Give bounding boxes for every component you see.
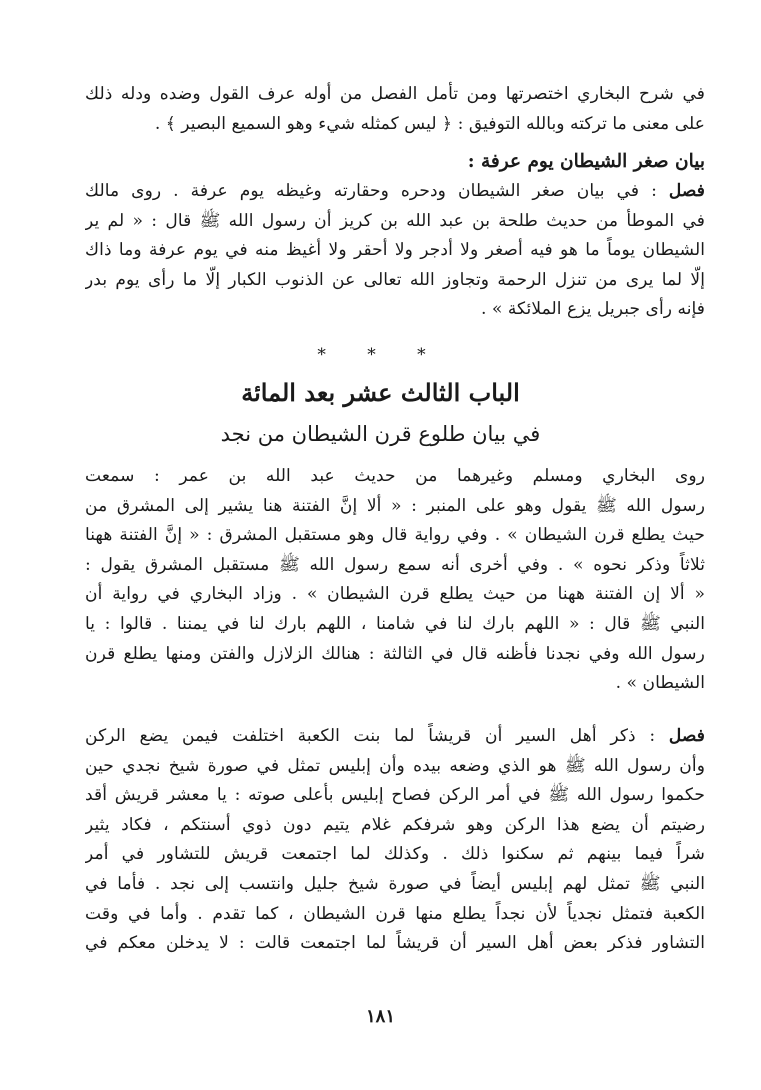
text-line: روى البخاري ومسلم وغيرهما من حديث عبد الله بن عمر : سمعت <box>85 466 705 486</box>
text-line: التشاور فذكر بعض أهل السير أن قريشاً لما اجتمعت قالت : لا يدخلن معكم في <box>85 933 705 954</box>
text-span: : ذكر أهل السير أن قريشاً لما بنت الكعبة اختلفت فيمن يضع الركن <box>85 726 656 746</box>
text-line: في الموطأ من حديث طلحة بن عبد الله بن كريز أن رسول الله ﷺ قال : « لم ير <box>85 210 705 231</box>
text-line: حيث يطلع قرن الشيطان » . وفي رواية قال وهو مستقبل المشرق : « إنَّ الفتنة ههنا <box>85 525 705 546</box>
text-line: ثلاثاً وذكر نحوه » . وفي أخرى أنه سمع رسول الله ﷺ مستقبل المشرق يقول : <box>85 554 705 575</box>
text-line: « ألا إن الفتنة ههنا من حيث يطلع قرن الشيطان » . وزاد البخاري في رواية أن <box>85 584 705 605</box>
fasl-paragraph-2 <box>85 722 705 959</box>
text-line: النبي ﷺ قال : « اللهم بارك لنا في شامنا ، اللهم بارك لنا في يمننا . قالوا : يا <box>85 613 705 634</box>
text-line: وأن رسول الله ﷺ هو الذي وضعه بيده وأن إبليس تمثل في صورة شيخ نجدي حين <box>85 755 705 776</box>
fasl-label: فصل <box>668 181 705 201</box>
text-line: على معنى ما تركته وبالله التوفيق : ﴿ ليس كمثله شيء وهو السميع البصير ﴾ . <box>154 113 705 134</box>
text-line: الشيطان يوماً ما هو فيه أصغر ولا أدجر ولا أحقر ولا أغيظ منه في يوم عرفة وما ذاك <box>85 240 705 261</box>
text-line <box>85 177 705 207</box>
separator-stars: * * * <box>317 345 444 365</box>
page-number: ١٨١ <box>365 1006 395 1027</box>
text-span: : في بيان صغر الشيطان ودحره وحقارته وغيظه يوم عرفة . روى مالك <box>85 181 657 201</box>
text-line: رضيتم أن يضع هذا الركن وهو شرفكم غلام يتيم دون ذوي أسنتكم ، فكاد يثير <box>85 814 705 835</box>
text-line: في شرح البخاري اختصرتها ومن تأمل الفصل من أوله عرف القول وضده ودله ذلك <box>85 84 705 104</box>
fasl-label: فصل <box>668 726 705 746</box>
intro-paragraph <box>85 80 705 139</box>
text-line: رسول الله وفي نجدنا فأظنه قال في الثالثة : هنالك الزلازل والفتن ومنها يطلع قرن <box>85 643 705 664</box>
text-line: النبي ﷺ تمثل لهم إبليس أيضاً في صورة شيخ جليل وانتسب إلى نجد . فأما في <box>85 873 705 894</box>
chapter-title: الباب الثالث عشر بعد المائة <box>241 378 520 407</box>
text-line: الشيطان » . <box>615 673 705 694</box>
text-line: حكموا رسول الله ﷺ في أمر الركن فصاح إبليس بأعلى صوته : يا معشر قريش أقد <box>85 785 705 806</box>
section-heading-block <box>85 147 705 177</box>
text-line: شراً فيما بينهم ثم سكنوا ذلك . وكذلك لما اجتمعت قريش للتشاور في أمر <box>85 844 705 865</box>
section-heading: بيان صغر الشيطان يوم عرفة : <box>467 151 705 172</box>
text-line <box>85 722 705 752</box>
chapter-subtitle: في بيان طلوع قرن الشيطان من نجد <box>220 422 541 446</box>
text-line: الكعبة فتمثل نجدياً لأن نجداً يطلع منها قرن الشيطان ، كما تقدم . وأما في وقت <box>85 903 705 924</box>
text-line: رسول الله ﷺ يقول وهو على المنبر : « ألا إنَّ الفتنة هنا يشير إلى المشرق من <box>85 495 705 516</box>
hadith-paragraph <box>85 462 705 699</box>
fasl-paragraph-1 <box>85 177 705 325</box>
text-line: فإنه رأى جبريل يزع الملائكة » . <box>480 299 705 320</box>
text-line: إلَّا لما يرى من تنزل الرحمة وتجاوز الله تعالى عن الذنوب الكبار إلَّا ما رأى يوم بدر <box>85 269 705 290</box>
